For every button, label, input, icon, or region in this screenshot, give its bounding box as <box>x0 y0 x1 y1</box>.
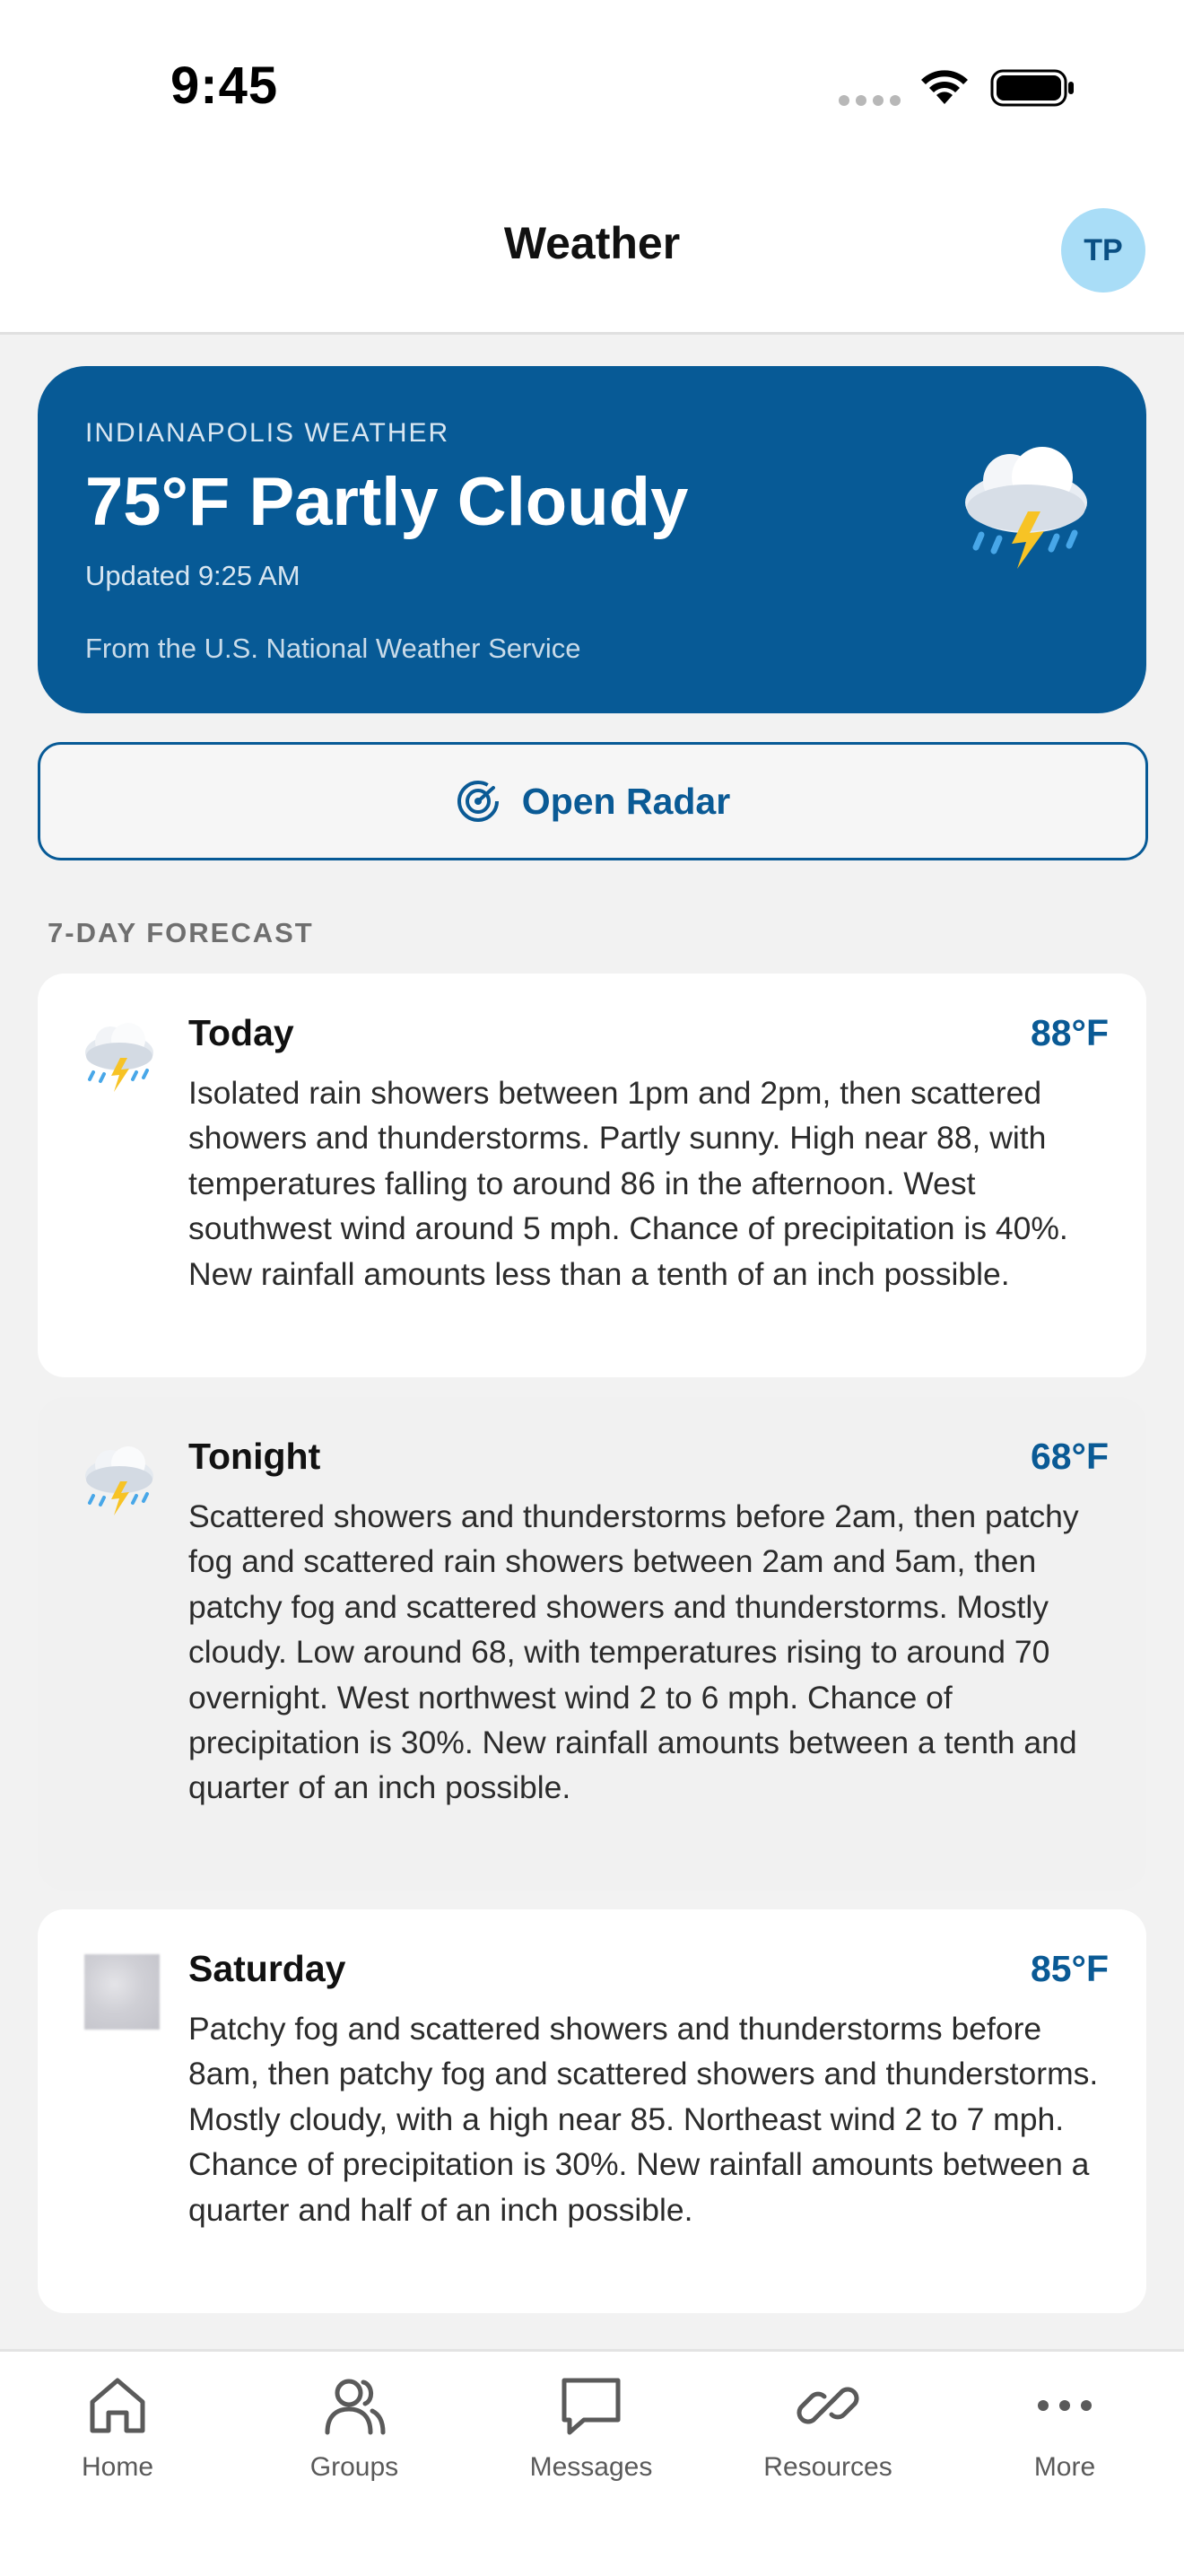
forecast-section-title: 7-DAY FORECAST <box>48 917 314 948</box>
forecast-day: Tonight <box>188 1436 321 1477</box>
forecast-day: Today <box>188 1012 294 1053</box>
status-bar <box>0 0 1184 170</box>
wifi-icon <box>917 65 972 106</box>
forecast-temp: 68°F <box>1030 1436 1109 1477</box>
tab-resources[interactable] <box>729 2371 927 2515</box>
location-label: INDIANAPOLIS WEATHER <box>85 418 450 448</box>
avatar[interactable]: TP <box>1061 208 1145 293</box>
app-header <box>0 170 1184 335</box>
thunderstorm-rain-icon <box>79 1440 160 1521</box>
status-time: 9:45 <box>170 57 279 115</box>
thunderstorm-rain-icon <box>79 1017 160 1097</box>
forecast-description: Patchy fog and scattered showers and thunderstorms before 8am, then patchy fog and scattered showers and thunderstorms. Mostly cloudy, with a high near 85. Northeast wind 2 to 7 mph. Chance of precipitation is 30%. New rainfall amounts between a quarter and half of an inch possible. <box>188 2011 1099 2228</box>
tab-label: More <box>1033 2452 1096 2482</box>
tab-label: Messages <box>529 2452 653 2482</box>
forecast-day: Saturday <box>188 1948 346 1989</box>
home-icon <box>83 2371 152 2440</box>
forecast-description: Scattered showers and thunderstorms before 2am, then patchy fog and scattered rain showers between 2am and 5am, then patchy fog and scattered showers and thunderstorms. Mostly cloudy. Low around 68, with temperatures rising to around 70 overnight. West northwest wind 2 to 6 mph. Chance of precipitation is 30%. New rainfall amounts between a tenth and quarter of an inch possible. <box>188 1498 1079 1806</box>
tab-messages[interactable] <box>492 2371 690 2515</box>
more-icon <box>1031 2371 1099 2440</box>
tab-label: Groups <box>309 2452 399 2482</box>
battery-icon <box>990 68 1076 108</box>
page-title: Weather <box>503 218 681 268</box>
cellular-signal-icon <box>839 95 901 106</box>
open-radar-button[interactable] <box>38 742 1148 860</box>
forecast-temp: 88°F <box>1030 1012 1109 1053</box>
forecast-temp: 85°F <box>1030 1948 1109 1989</box>
forecast-card-today <box>38 974 1146 1377</box>
groups-icon <box>320 2371 388 2440</box>
thunderstorm-rain-icon <box>954 438 1098 572</box>
tab-more[interactable] <box>966 2371 1163 2515</box>
messages-icon <box>557 2371 625 2440</box>
fog-icon <box>84 1954 160 2030</box>
forecast-description: Isolated rain showers between 1pm and 2pm, then scattered showers and thunderstorms. Partly sunny. High near 88, with temperatures falling to around 86 in the afternoon. West southwest wind around 5 mph. Chance of precipitation is 40%. New rainfall amounts less than a tenth of an inch possible. <box>188 1075 1068 1292</box>
tab-home[interactable] <box>19 2371 216 2515</box>
link-icon <box>794 2371 862 2440</box>
radar-icon <box>456 779 501 824</box>
tab-label: Home <box>81 2452 154 2482</box>
open-radar-label: Open Radar <box>521 780 731 822</box>
tab-label: Resources <box>763 2452 892 2482</box>
current-conditions: 75°F Partly Cloudy <box>85 464 689 540</box>
tab-groups[interactable] <box>256 2371 453 2515</box>
weather-source: From the U.S. National Weather Service <box>85 633 581 664</box>
current-weather-card <box>38 366 1146 713</box>
bottom-tab-bar <box>0 2349 1184 2576</box>
updated-time: Updated 9:25 AM <box>85 560 300 591</box>
forecast-card-tonight <box>38 1397 1146 1891</box>
forecast-card-saturday <box>38 1909 1146 2313</box>
